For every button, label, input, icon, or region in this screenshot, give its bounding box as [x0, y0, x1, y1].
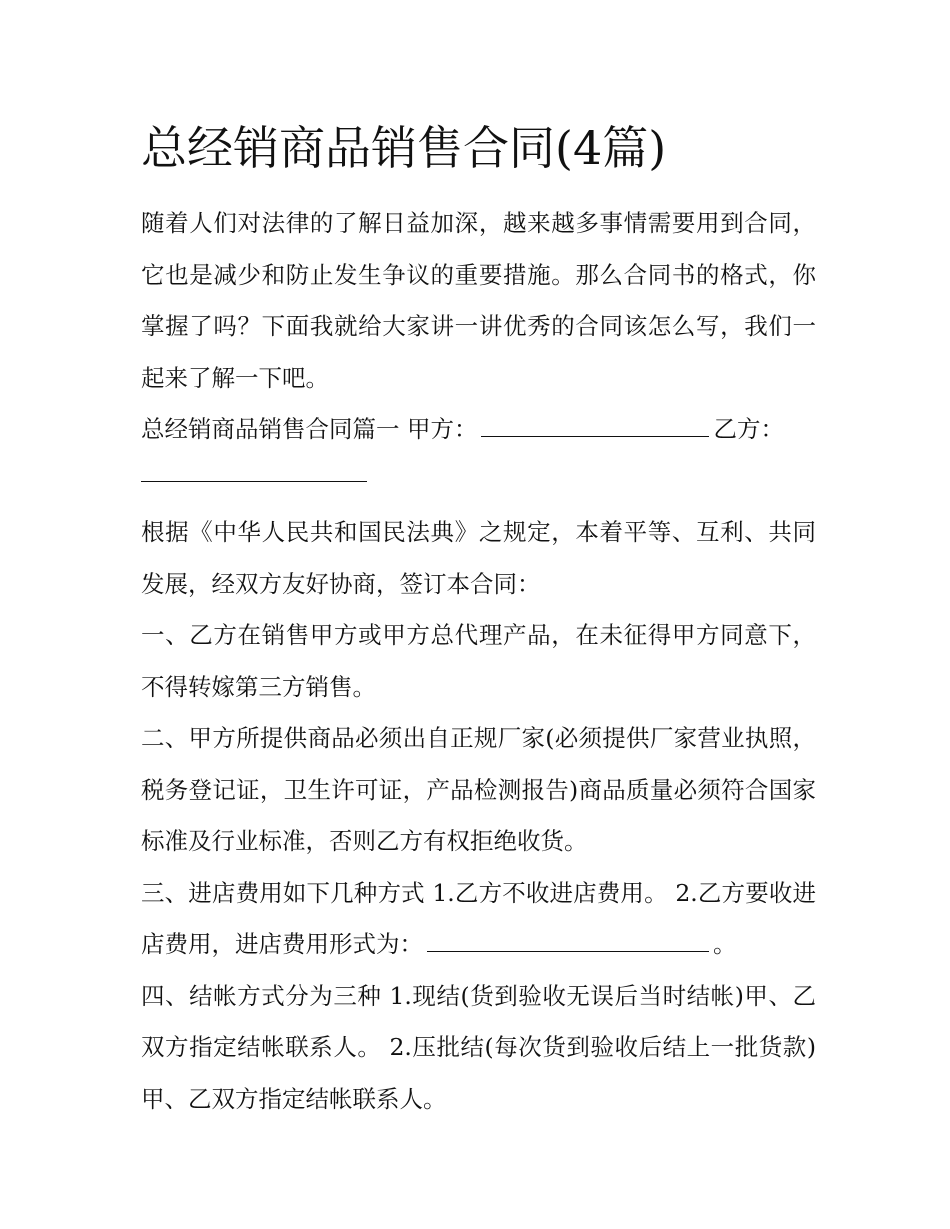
- clause-3-suffix: 。: [713, 930, 737, 958]
- clause-4: 四、结帐方式分为三种 1.现结(货到验收无误后当时结帐)甲、乙双方指定结帐联系人。 2.压批结(每次货到验收后结上一批货款)甲、乙双方指定结帐联系人。: [141, 981, 816, 1113]
- party-line: [141, 404, 816, 456]
- clause-3: [141, 868, 816, 971]
- party-a-blank: [481, 435, 709, 437]
- intro-paragraph: 随着人们对法律的了解日益加深，越来越多事情需要用到合同，它也是减少和防止发生争议的重要措施。那么合同书的格式，你掌握了吗？下面我就给大家讲一讲优秀的合同该怎么写，我们一起来了解一下吧。: [141, 209, 816, 392]
- basis-paragraph: 根据《中华人民共和国民法典》之规定，本着平等、互利、共同发展，经双方友好协商，签订本合同：: [141, 518, 816, 598]
- party-line-prefix: 总经销商品销售合同篇一 甲方：: [141, 415, 478, 443]
- clause-3-text: 三、进店费用如下几种方式 1.乙方不收进店费用。 2.乙方要收进店费用，进店费用形式为：: [141, 878, 816, 958]
- entry-fee-blank: [427, 950, 709, 952]
- party-b-blank: [141, 480, 367, 482]
- document-title: 总经销商品销售合同(4篇): [141, 121, 667, 175]
- party-line-mid: 乙方：: [713, 415, 784, 443]
- clause-1: 一、乙方在销售甲方或甲方总代理产品，在未征得甲方同意下，不得转嫁第三方销售。: [141, 621, 816, 701]
- clause-2: 二、甲方所提供商品必须出自正规厂家(必须提供厂家营业执照，税务登记证，卫生许可证，产品检测报告)商品质量必须符合国家标准及行业标准，否则乙方有权拒绝收货。: [141, 724, 816, 855]
- document-body: [141, 118, 816, 1125]
- party-b-blank-line: [141, 456, 816, 508]
